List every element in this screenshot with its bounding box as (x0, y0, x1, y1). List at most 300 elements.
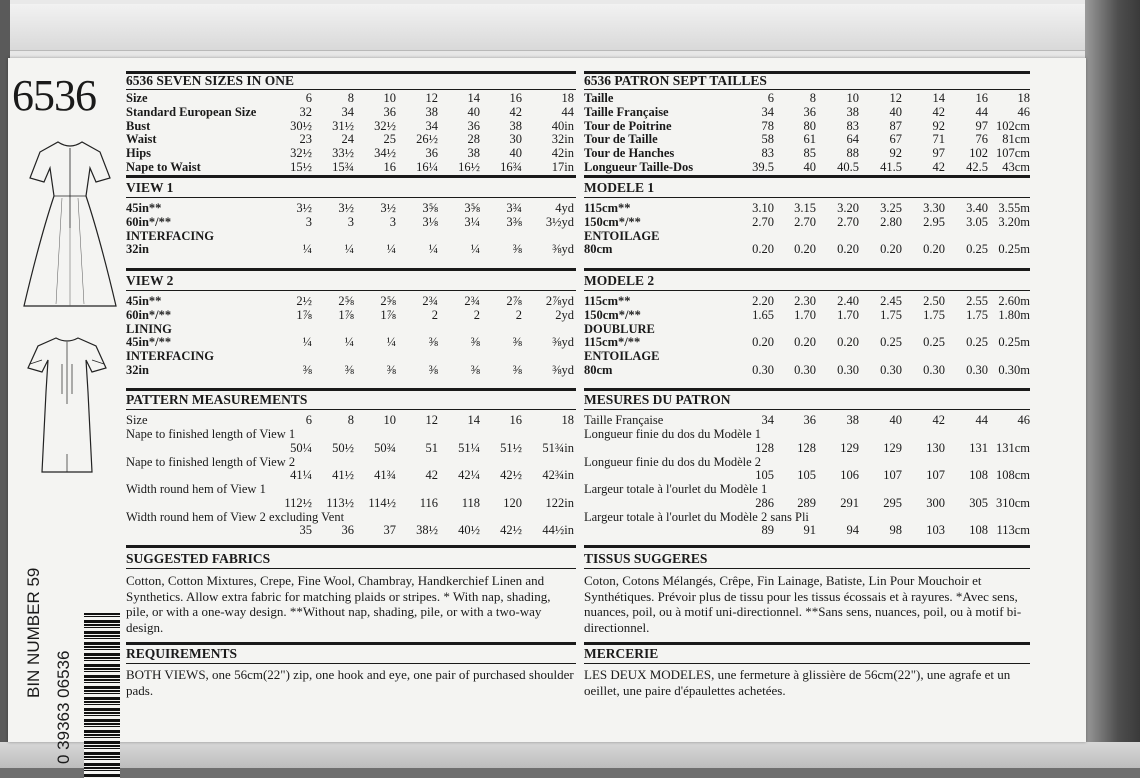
measurement-value: 44½in (542, 523, 574, 538)
row-value: 42 (932, 413, 945, 427)
row-value: 1⅞ (380, 307, 396, 322)
row-value: 16 (383, 160, 396, 174)
measurement-label: Nape to finished length of View 2 (126, 454, 296, 469)
row-value: ¼ (428, 242, 438, 257)
row-value: 0.30 (752, 363, 774, 377)
row-label: 32in (126, 242, 149, 257)
row-value: 15¾ (332, 160, 354, 174)
row-value: 4yd (555, 201, 574, 215)
row-value: 2.30 (794, 294, 816, 308)
row-value: 34 (761, 413, 774, 427)
row-value: 40in (551, 118, 574, 133)
row-value: 3½ (338, 201, 354, 215)
row-label: INTERFACING (126, 349, 214, 364)
row-value: 78 (761, 118, 774, 133)
row-value: 2.45 (880, 294, 902, 308)
measurement-value: 286 (755, 495, 774, 510)
row-value: 2.70 (752, 214, 774, 229)
row-value: 2 (515, 307, 522, 322)
row-value: ⅜ (470, 335, 480, 350)
row-value: 16 (509, 91, 522, 105)
measurement-value: 116 (419, 495, 438, 510)
row-value: 25 (383, 132, 396, 147)
row-value: 0.30 (837, 363, 859, 377)
measurement-value: 35 (299, 523, 312, 538)
measurement-value: 105 (797, 468, 816, 483)
row-value: 3⅝ (464, 201, 480, 215)
row-value: 42 (932, 104, 945, 119)
row-value: 42 (509, 104, 522, 119)
row-value: 38 (509, 118, 522, 133)
measurement-value: 108cm (995, 468, 1030, 483)
row-value: ⅜ (386, 363, 396, 377)
row-label: 45in** (126, 294, 162, 308)
row-value: 2 (431, 307, 438, 322)
row-value: 16¼ (416, 160, 438, 174)
measurement-value: 42¾in (542, 468, 574, 483)
section-rule (584, 642, 1030, 645)
row-value: 24 (341, 132, 354, 147)
measurement-value: 295 (883, 495, 902, 510)
row-value: 97 (932, 146, 945, 161)
row-value: 16 (509, 413, 522, 427)
row-value: 3⅜ (506, 214, 522, 229)
section-title: 6536 SEVEN SIZES IN ONE (126, 73, 295, 88)
bin-number: 59 (24, 567, 43, 587)
measurement-value: 51¾in (542, 440, 574, 455)
row-value: 38 (467, 146, 480, 161)
row-value: 88 (846, 146, 859, 161)
row-label: 80cm (584, 363, 613, 377)
row-value: 18 (561, 413, 574, 427)
row-value: 3.25 (880, 201, 902, 215)
envelope-flap (8, 4, 1090, 51)
row-value: 2½ (296, 294, 312, 308)
row-value: 40 (889, 104, 902, 119)
row-value: 0.30 (923, 363, 945, 377)
row-value: ⅜ (344, 363, 354, 377)
view1-title: MODELE 1 (584, 180, 655, 195)
row-value: 15½ (290, 160, 312, 174)
row-value: 102cm (995, 118, 1030, 133)
english-section (126, 58, 576, 742)
row-value: 30 (509, 132, 522, 147)
row-value: 67 (889, 132, 902, 147)
row-value: 2⅞ (506, 294, 522, 308)
measurement-value: 107 (883, 468, 902, 483)
section-rule (584, 290, 1030, 291)
row-value: 3½ (296, 201, 312, 215)
envelope-right-edge (1085, 0, 1140, 768)
row-value: 0.30 (794, 363, 816, 377)
row-value: 10 (846, 91, 859, 105)
measurement-value: 50½ (332, 440, 354, 455)
measurements-title: MESURES DU PATRON (584, 392, 731, 407)
row-label: 45in** (126, 201, 162, 215)
row-value: 34 (761, 104, 774, 119)
row-value: 0.30 (966, 363, 988, 377)
row-value: 6 (767, 91, 774, 105)
row-value: 97 (975, 118, 988, 133)
measurement-value: 51 (425, 440, 438, 455)
row-value: 1.75 (923, 307, 945, 322)
measurement-value: 103 (926, 523, 945, 538)
row-value: 36 (383, 104, 396, 119)
row-value: 2.20 (752, 294, 774, 308)
view1-title: VIEW 1 (126, 180, 174, 195)
row-value: ¼ (386, 335, 396, 350)
row-value: 28 (467, 132, 480, 147)
row-value: 0.20 (752, 335, 774, 350)
row-value: 18 (1017, 91, 1030, 105)
row-value: 44 (975, 413, 988, 427)
row-value: 3 (389, 214, 396, 229)
row-value: 3½ (380, 201, 396, 215)
row-label: DOUBLURE (584, 321, 655, 336)
measurement-value: 118 (461, 495, 480, 510)
row-value: 46 (1017, 413, 1030, 427)
row-label: 60in*/** (126, 307, 172, 322)
row-value: 3.20m (998, 214, 1030, 229)
row-label: ENTOILAGE (584, 349, 660, 364)
row-value: ¼ (386, 242, 396, 257)
section-rule (126, 89, 576, 90)
row-value: 0.20 (752, 242, 774, 257)
row-value: 16 (975, 91, 988, 105)
measurement-value: 91 (803, 523, 816, 538)
measurement-value: 50¼ (290, 440, 312, 455)
pattern-number: 6536 (12, 71, 96, 120)
row-value: 2yd (555, 307, 574, 322)
row-value: 0.30m (998, 363, 1030, 377)
row-value: 14 (932, 91, 945, 105)
row-value: 2.60m (998, 294, 1030, 308)
row-value: 3¾ (506, 201, 522, 215)
section-rule (584, 175, 1030, 178)
section-rule (584, 388, 1030, 391)
row-value: 3.30 (923, 201, 945, 215)
measurement-value: 51½ (500, 440, 522, 455)
measurement-value: 108 (969, 523, 988, 538)
row-value: 34 (425, 118, 438, 133)
row-value: 3⅛ (422, 214, 438, 229)
row-label: Nape to Waist (126, 160, 201, 174)
envelope-bottom-edge (0, 742, 1140, 768)
row-value: 34 (341, 104, 354, 119)
row-value: 0.20 (794, 242, 816, 257)
row-label: Taille Française (584, 413, 664, 427)
row-value: 46 (1017, 104, 1030, 119)
row-value: 16½ (458, 160, 480, 174)
row-value: ¼ (302, 242, 312, 257)
row-value: 32½ (374, 118, 396, 133)
measurement-value: 42¼ (458, 468, 480, 483)
row-value: 83 (846, 118, 859, 133)
row-value: 3.15 (794, 201, 816, 215)
row-value: 31½ (332, 118, 354, 133)
row-value: 92 (932, 118, 945, 133)
row-value: 40 (889, 413, 902, 427)
row-value: 2.95 (923, 214, 945, 229)
row-value: 3½yd (545, 214, 574, 229)
section-rule (126, 642, 576, 645)
requirements-title: MERCERIE (584, 646, 659, 661)
row-value: 85 (803, 146, 816, 161)
row-value: 3 (347, 214, 354, 229)
row-value: 14 (467, 91, 480, 105)
row-label: INTERFACING (126, 228, 214, 243)
measurement-value: 94 (846, 523, 859, 538)
row-value: ⅜ (428, 363, 438, 377)
row-value: 42 (932, 160, 945, 174)
row-value: 0.25 (966, 242, 988, 257)
measurement-label: Longueur finie du dos du Modèle 2 (584, 454, 762, 469)
row-value: ¼ (302, 335, 312, 350)
section-rule (584, 268, 1030, 271)
measurement-label: Nape to finished length of View 1 (126, 427, 296, 441)
row-value: 43cm (1002, 160, 1030, 174)
row-value: 12 (889, 91, 902, 105)
measurement-label: Largeur totale à l'ourlet du Modèle 2 sans Pli (584, 509, 809, 524)
row-value: 23 (299, 132, 312, 147)
measurement-value: 106 (840, 468, 859, 483)
row-value: 26½ (416, 132, 438, 147)
row-label: LINING (126, 321, 172, 336)
view2-title: MODELE 2 (584, 273, 655, 288)
row-value: ⅜ (470, 363, 480, 377)
requirements-text: BOTH VIEWS, one 56cm(22") zip, one hook and eye, one pair of purchased shoulder pads. (126, 667, 574, 698)
row-value: ⅜yd (552, 335, 574, 350)
row-value: 44 (975, 104, 988, 119)
fabrics-title: TISSUS SUGGERES (584, 551, 708, 566)
section-rule (126, 290, 576, 291)
row-value: 2⅝ (380, 294, 396, 308)
measurement-value: 40½ (458, 523, 480, 538)
row-value: 40.5 (837, 160, 859, 174)
row-value: 2.40 (837, 294, 859, 308)
row-value: 6 (305, 91, 312, 105)
measurement-label: Width round hem of View 2 excluding Vent (126, 509, 345, 524)
measurement-value: 38½ (416, 523, 438, 538)
row-label: Size (126, 91, 148, 105)
row-label: ENTOILAGE (584, 228, 660, 243)
measurement-value: 37 (383, 523, 396, 538)
measurement-value: 129 (840, 440, 859, 455)
row-value: ⅜ (512, 363, 522, 377)
row-label: Tour de Poitrine (584, 118, 672, 133)
row-label: Taille Française (584, 104, 669, 119)
row-value: 3.20 (837, 201, 859, 215)
row-label: 150cm*/** (584, 307, 641, 322)
measurement-value: 105 (755, 468, 774, 483)
measurement-value: 107 (926, 468, 945, 483)
requirements-text: LES DEUX MODELES, une fermeture à glissière de 56cm(22"), une agrafe et un oeillet, une paire d'épaulettes achetées. (584, 667, 1011, 698)
measurements-title: PATTERN MEASUREMENTS (126, 392, 308, 407)
measurement-value: 89 (761, 523, 774, 538)
row-value: 38 (846, 413, 859, 427)
row-value: 0.20 (880, 242, 902, 257)
row-value: 2.50 (923, 294, 945, 308)
measurement-value: 120 (503, 495, 522, 510)
section-rule (584, 409, 1030, 410)
row-value: 76 (975, 132, 988, 147)
measurement-value: 291 (840, 495, 859, 510)
section-rule (126, 545, 576, 548)
measurement-label: Width round hem of View 1 (126, 482, 266, 497)
row-value: 81cm (1002, 132, 1030, 147)
view1-dress-illustration (20, 138, 120, 314)
row-value: 34½ (374, 146, 396, 161)
measurement-value: 128 (755, 440, 774, 455)
row-value: 80 (803, 118, 816, 133)
row-value: 0.25m (998, 242, 1030, 257)
row-value: 17in (551, 160, 574, 174)
row-value: 61 (803, 132, 816, 147)
measurement-value: 98 (889, 523, 902, 538)
bin-label: BIN NUMBER (24, 591, 43, 698)
row-value: 0.25 (880, 335, 902, 350)
row-label: 60in*/** (126, 214, 172, 229)
row-value: 33½ (332, 146, 354, 161)
measurement-value: 41¼ (290, 468, 312, 483)
row-value: 1.80m (998, 307, 1030, 322)
row-value: 2.55 (966, 294, 988, 308)
measurement-label: Largeur totale à l'ourlet du Modèle 1 (584, 482, 768, 497)
measurement-value: 42½ (500, 468, 522, 483)
row-value: 3.40 (966, 201, 988, 215)
row-value: 2.80 (880, 214, 902, 229)
row-value: 2⅞yd (545, 294, 574, 308)
section-rule (126, 175, 576, 178)
row-value: 6 (305, 413, 312, 427)
row-label: Standard European Size (126, 104, 257, 119)
row-label: 80cm (584, 242, 613, 257)
row-value: 36 (425, 146, 438, 161)
row-value: 44 (561, 104, 574, 119)
row-value: 102 (969, 146, 988, 161)
row-label: 115cm** (584, 201, 631, 215)
row-value: 2.70 (794, 214, 816, 229)
row-value: 12 (425, 413, 438, 427)
row-value: 2¾ (464, 294, 480, 308)
pattern-envelope-back (8, 58, 1086, 764)
measurement-value: 112½ (284, 495, 312, 510)
row-value: 3.55m (998, 201, 1030, 215)
row-value: 0.20 (923, 242, 945, 257)
row-value: ¼ (470, 242, 480, 257)
section-rule (126, 388, 576, 391)
row-label: Tour de Hanches (584, 146, 675, 161)
measurement-value: 129 (883, 440, 902, 455)
row-label: 32in (126, 363, 149, 377)
row-label: Longueur Taille-Dos (584, 160, 694, 174)
row-value: 0.25 (966, 335, 988, 350)
row-value: 3 (305, 214, 312, 229)
row-value: 10 (383, 91, 396, 105)
row-label: 115cm** (584, 294, 631, 308)
row-value: 40 (467, 104, 480, 119)
row-value: 107cm (995, 146, 1030, 161)
section-rule (126, 568, 576, 569)
measurement-value: 131 (969, 440, 988, 455)
row-value: 3⅝ (422, 201, 438, 215)
row-value: 71 (932, 132, 945, 147)
measurement-value: 113½ (326, 495, 354, 510)
row-value: 0.20 (794, 335, 816, 350)
row-value: 87 (889, 118, 902, 133)
section-rule (584, 197, 1030, 198)
row-value: 12 (425, 91, 438, 105)
row-value: 1⅞ (338, 307, 354, 322)
row-value: 2¾ (422, 294, 438, 308)
row-value: 14 (467, 413, 480, 427)
row-value: ⅜ (512, 335, 522, 350)
french-section (584, 58, 1030, 742)
section-title: 6536 PATRON SEPT TAILLES (584, 73, 767, 88)
row-value: 64 (846, 132, 859, 147)
row-value: 1.70 (837, 307, 859, 322)
fabrics-title: SUGGESTED FABRICS (126, 551, 271, 566)
section-rule (584, 663, 1030, 664)
row-value: 2 (473, 307, 480, 322)
row-value: 40 (803, 160, 816, 174)
section-rule (126, 197, 576, 198)
view2-title: VIEW 2 (126, 273, 174, 288)
row-value: ⅜ (512, 242, 522, 257)
row-value: 3.10 (752, 201, 774, 215)
row-value: 58 (761, 132, 774, 147)
section-rule (584, 545, 1030, 548)
row-label: Taille (584, 91, 614, 105)
upc-number: 0 39363 06536 (54, 650, 73, 764)
row-value: 32in (551, 132, 574, 147)
row-value: 40 (509, 146, 522, 161)
section-rule (126, 409, 576, 410)
row-value: 2.70 (837, 214, 859, 229)
row-label: Size (126, 413, 148, 427)
measurement-value: 113cm (996, 523, 1030, 538)
measurement-value: 114½ (368, 495, 396, 510)
row-value: ⅜yd (552, 363, 574, 377)
row-value: 16¾ (500, 160, 522, 174)
row-value: 39.5 (752, 160, 774, 174)
section-rule (584, 568, 1030, 569)
row-value: ¼ (344, 335, 354, 350)
measurement-value: 310cm (995, 495, 1030, 510)
row-label: 150cm*/** (584, 214, 641, 229)
measurement-value: 131cm (995, 440, 1030, 455)
row-label: Bust (126, 118, 151, 133)
row-label: Tour de Taille (584, 132, 658, 147)
measurement-value: 51¼ (458, 440, 480, 455)
measurement-value: 41½ (332, 468, 354, 483)
measurement-value: 42½ (500, 523, 522, 538)
requirements-title: REQUIREMENTS (126, 646, 238, 661)
row-value: 36 (467, 118, 480, 133)
row-value: 0.25 (923, 335, 945, 350)
row-value: 1.65 (752, 307, 774, 322)
measurement-value: 36 (341, 523, 354, 538)
row-value: 8 (809, 91, 816, 105)
row-value: 0.30 (880, 363, 902, 377)
fabrics-text: Cotton, Cotton Mixtures, Crepe, Fine Wool, Chambray, Handkerchief Linen and Synthetics. Allow extra fabric for matching plaids or stripes. * With nap, shading, pile, or with a one-way design. **Without nap, shading, pile, or with a two-way design. (126, 573, 551, 635)
row-value: 8 (347, 91, 354, 105)
row-value: ⅜yd (552, 242, 574, 257)
measurement-value: 42 (425, 468, 438, 483)
row-value: 0.20 (837, 335, 859, 350)
section-rule (584, 89, 1030, 90)
section-rule (126, 268, 576, 271)
